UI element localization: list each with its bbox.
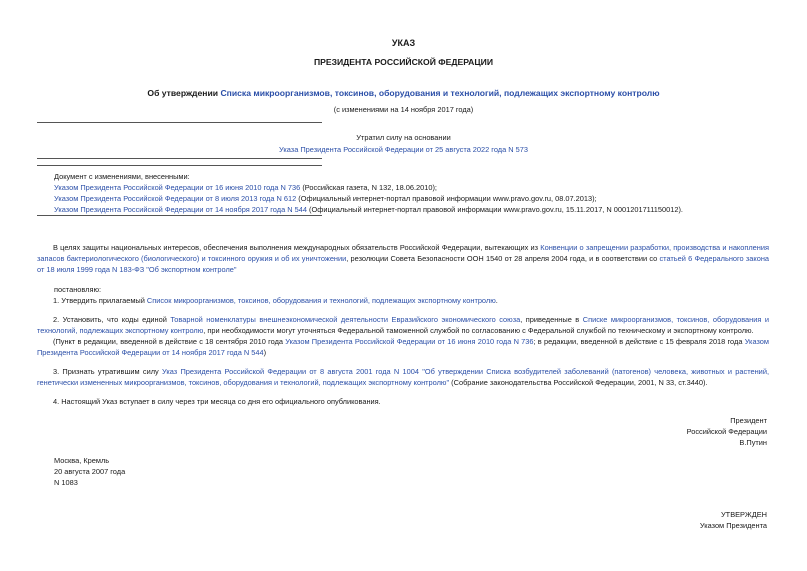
amendment-item bbox=[54, 204, 683, 215]
preamble-paragraph bbox=[37, 242, 769, 275]
amendments-intro: Документ с изменениями, внесенными: bbox=[54, 172, 190, 181]
point-4: 4. Настоящий Указ вступает в силу через три месяца со дня его официального опубликования. bbox=[53, 397, 381, 406]
preamble-text: В целях защиты национальных интересов, обеспечения выполнения международных обязательств Российской Федерации, вытекающих из bbox=[53, 243, 541, 252]
point-1 bbox=[37, 295, 769, 306]
doc-subject-title bbox=[0, 88, 807, 98]
expired-decree-link[interactable]: Указа Президента Российской Федерации от 25 августа 2022 года N 573 bbox=[279, 145, 528, 154]
point-text: 3. Признать утратившим силу bbox=[53, 367, 162, 376]
divider bbox=[37, 215, 322, 216]
signature-title: Президент bbox=[730, 416, 767, 425]
amendment-link[interactable]: Указом Президента Российской Федерации от 16 июня 2010 года N 736 bbox=[54, 183, 301, 192]
expired-link-line bbox=[0, 145, 807, 154]
list-link[interactable]: Списке микроорганизмов, токсинов, оборудования и технологий, подлежащих экспортному контролю bbox=[37, 315, 769, 335]
convention-link[interactable]: Конвенции о запрещении разработки, производства и накопления запасов бактериологического (биологического) и токсинного оружия и об их уничтожении bbox=[37, 243, 769, 263]
divider bbox=[37, 122, 322, 123]
divider bbox=[37, 165, 322, 166]
decree-word: постановляю: bbox=[54, 285, 102, 294]
point-text: . bbox=[495, 296, 498, 305]
amendments-block bbox=[54, 171, 683, 215]
preamble-text: , резолюции Совета Безопасности ООН 1540 от 28 апреля 2004 года, и в соответствии со bbox=[346, 254, 660, 263]
point-2-note bbox=[37, 336, 769, 358]
point-text: , приведенные в bbox=[520, 315, 583, 324]
point-2 bbox=[37, 314, 769, 336]
point-text: 2. Установить, что коды единой bbox=[53, 315, 171, 324]
point-text: , при необходимости могут уточняться Федеральной таможенной службой по согласованию с Федеральной службой по техническому и экспортному контролю. bbox=[203, 326, 754, 335]
note-text: ; в редакции, введенной в действие с 15 февраля 2018 года bbox=[533, 337, 745, 346]
decree-number: N 1083 bbox=[54, 478, 78, 487]
place: Москва, Кремль bbox=[54, 456, 110, 465]
amendment-item bbox=[54, 182, 683, 193]
amendment-note: (с изменениями на 14 ноября 2017 года) bbox=[333, 105, 474, 114]
expired-text: Утратил силу на основании bbox=[356, 133, 451, 142]
approved-label: УТВЕРЖДЕН bbox=[720, 510, 767, 519]
divider bbox=[37, 158, 322, 159]
decree-544-link[interactable]: Указом Президента Российской Федерации от 14 ноября 2017 года N 544 bbox=[37, 337, 769, 357]
decree-736-link[interactable]: Указом Президента Российской Федерации от 16 июня 2010 года N 736 bbox=[285, 337, 534, 346]
amendment-source: (Российская газета, N 132, 18.06.2010); bbox=[300, 183, 437, 192]
nomenclature-link[interactable]: Товарной номенклатуры внешнеэкономической деятельности Евразийского экономического союза bbox=[170, 315, 521, 324]
amendment-source: (Официальный интернет-портал правовой информации www.pravo.gov.ru, 08.07.2013); bbox=[296, 194, 597, 203]
place-date-block bbox=[54, 455, 125, 488]
amendment-link[interactable]: Указом Президента Российской Федерации от 14 ноября 2017 года N 544 bbox=[54, 205, 307, 214]
signature-block bbox=[687, 415, 767, 448]
point-3 bbox=[37, 366, 769, 388]
approved-by: Указом Президента bbox=[699, 521, 767, 530]
point-text: (Собрание законодательства Российской Федерации, 2001, N 33, ст.3440). bbox=[449, 378, 708, 387]
amendment-link[interactable]: Указом Президента Российской Федерации от 8 июля 2013 года N 612 bbox=[54, 194, 297, 203]
subject-prefix: Об утверждении bbox=[147, 88, 221, 98]
decree-1004-link[interactable]: Указ Президента Российской Федерации от 8 августа 2001 года N 1004 "Об утверждении Списка возбудителей заболеваний (патогенов) человека, животных и растений, генетически измененных микроорганизмов, токсинов, оборудования и технологий, подлежащих экспортному контролю" bbox=[37, 367, 769, 387]
amendment-source: (Официальный интернет-портал правовой информации www.pravo.gov.ru, 15.11.2017, N 0001201711150012). bbox=[306, 205, 683, 214]
doc-issuer-title: ПРЕЗИДЕНТА РОССИЙСКОЙ ФЕДЕРАЦИИ bbox=[313, 57, 494, 67]
list-link[interactable]: Список микроорганизмов, токсинов, оборудования и технологий, подлежащих экспортному контролю bbox=[146, 296, 496, 305]
approved-block bbox=[700, 509, 767, 531]
point-text: 1. Утвердить прилагаемый bbox=[53, 296, 147, 305]
signature-name: В.Путин bbox=[739, 438, 767, 447]
subject-link[interactable]: Списка микроорганизмов, токсинов, оборудования и технологий, подлежащих экспортному контролю bbox=[220, 88, 660, 98]
doc-type-title: УКАЗ bbox=[391, 38, 416, 48]
date: 20 августа 2007 года bbox=[54, 467, 126, 476]
federal-law-link[interactable]: статьей 6 Федерального закона от 18 июля 1999 года N 183-ФЗ "Об экспортном контроле" bbox=[37, 254, 770, 274]
note-text: (Пункт в редакции, введенной в действие с 18 сентября 2010 года bbox=[53, 337, 286, 346]
note-text: ) bbox=[263, 348, 267, 357]
signature-title: Российской Федерации bbox=[686, 427, 767, 436]
amendment-item bbox=[54, 193, 683, 204]
